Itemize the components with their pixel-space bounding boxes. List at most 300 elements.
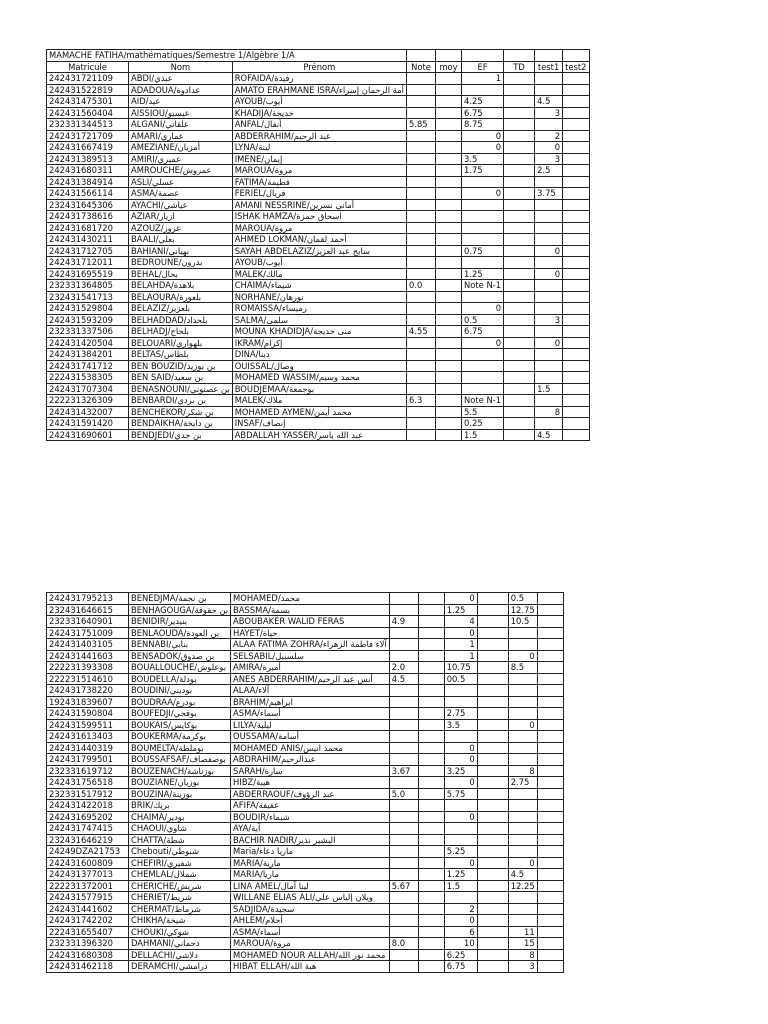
cell-moy <box>435 142 461 154</box>
cell-td <box>504 245 535 257</box>
table-row <box>47 961 564 973</box>
cell-nom: BENHAGOUGA/بن حقوقة <box>129 604 231 616</box>
cell-test2 <box>537 811 563 823</box>
cell-matricule: 222231326309 <box>47 395 129 407</box>
cell-matricule: 242431577915 <box>47 892 129 904</box>
cell-note: 5.85 <box>406 119 435 131</box>
cell-moy <box>418 869 444 881</box>
table-row <box>47 360 590 372</box>
cell-ef: Note N-1 <box>461 280 503 292</box>
cell-nom: BOUALLOUCHE/بوعلوش <box>129 662 231 674</box>
cell-ef: 1 <box>461 73 503 85</box>
cell-ef <box>461 360 503 372</box>
table-row <box>47 639 564 651</box>
cell-td <box>504 142 535 154</box>
cell-nom: CHEMLAL/شملال <box>129 869 231 881</box>
table-row <box>47 211 590 223</box>
cell-td <box>504 314 535 326</box>
cell-moy <box>418 650 444 662</box>
table-row <box>47 418 590 430</box>
cell-moy <box>418 616 444 628</box>
cell-nom: BOUZENACH/بوزناشة <box>129 765 231 777</box>
cell-prenom: LILYA/ليلية <box>231 719 390 731</box>
cell-test2 <box>563 268 589 280</box>
cell-ef: 0 <box>444 857 477 869</box>
header-note: Note <box>406 61 435 73</box>
cell-moy <box>435 199 461 211</box>
cell-moy <box>418 627 444 639</box>
cell-matricule: 242431384914 <box>47 176 129 188</box>
cell-td <box>477 593 508 605</box>
cell-nom: CHERIET/شريط <box>129 892 231 904</box>
cell-note <box>406 429 435 441</box>
cell-test2 <box>537 846 563 858</box>
cell-test1: 4.5 <box>535 429 563 441</box>
cell-prenom: IMENE/إيمان <box>232 153 406 165</box>
cell-note: 3.67 <box>389 765 418 777</box>
cell-matricule: 242431680311 <box>47 165 129 177</box>
cell-test2 <box>537 685 563 697</box>
table-row <box>47 291 590 303</box>
cell-ef: 1.25 <box>461 268 503 280</box>
cell-test2 <box>563 372 589 384</box>
cell-prenom: AYA/آية <box>231 823 390 835</box>
cell-td <box>477 685 508 697</box>
cell-prenom: ASMA/أسماء <box>231 708 390 720</box>
cell-test2 <box>563 349 589 361</box>
cell-test1 <box>535 326 563 338</box>
cell-test2 <box>563 291 589 303</box>
cell-td <box>477 788 508 800</box>
cell-td <box>477 696 508 708</box>
cell-test2 <box>563 326 589 338</box>
cell-nom: AMARI/عماري <box>129 130 233 142</box>
cell-td <box>477 742 508 754</box>
cell-note <box>389 754 418 766</box>
cell-matricule: 242431738220 <box>47 685 129 697</box>
cell-matricule: 232331396320 <box>47 938 129 950</box>
cell-matricule: 242431799501 <box>47 754 129 766</box>
cell-nom: BELAZIZ/بلعزيز <box>129 303 233 315</box>
cell-nom: DAHMANI/دحماني <box>129 938 231 950</box>
cell-td <box>477 754 508 766</box>
cell-nom: CHERMAT/شرماط <box>129 903 231 915</box>
cell-prenom: ANFAL/أنفال <box>232 119 406 131</box>
cell-moy <box>435 418 461 430</box>
cell-matricule: 242431590804 <box>47 708 129 720</box>
cell-test1 <box>508 788 537 800</box>
cell-ef: 0 <box>444 811 477 823</box>
cell-prenom: AYOUB/أيوب <box>232 257 406 269</box>
table-row <box>47 765 564 777</box>
cell-ef <box>444 731 477 743</box>
cell-prenom: MAROUA/مروة <box>232 222 406 234</box>
cell-test2 <box>537 650 563 662</box>
cell-matricule: 232331517912 <box>47 788 129 800</box>
cell-nom: BOUDRAA/بودرع <box>129 696 231 708</box>
cell-nom: ABDI/عبدي <box>129 73 233 85</box>
cell-prenom: SARAH/سارة <box>231 765 390 777</box>
cell-nom: BELOUARI/بلهواري <box>129 337 233 349</box>
cell-td <box>504 107 535 119</box>
cell-prenom: ALAA/آلاء <box>231 685 390 697</box>
cell-matricule: 242431522819 <box>47 84 129 96</box>
cell-test1 <box>508 834 537 846</box>
cell-ef <box>461 199 503 211</box>
cell-ef: 0 <box>461 188 503 200</box>
cell-ef: 6.75 <box>461 107 503 119</box>
cell-prenom: INSAF/إنصاف <box>232 418 406 430</box>
cell-prenom: SALMA/سلمى <box>232 314 406 326</box>
cell-prenom: ABOUBAKER WALID FERAS <box>231 616 390 628</box>
cell-prenom: MOHAMED NOUR ALLAH/محمد نور الله <box>231 949 390 961</box>
cell-test1 <box>508 800 537 812</box>
cell-prenom: AMANI NESSRINE/أماني نسرين <box>232 199 406 211</box>
cell-matricule: 232331364805 <box>47 280 129 292</box>
cell-test2 <box>563 165 589 177</box>
cell-matricule: 242431591420 <box>47 418 129 430</box>
cell-ef: 5.75 <box>444 788 477 800</box>
cell-prenom: AHMED LOKMAN/أحمد لقمان <box>232 234 406 246</box>
cell-test2 <box>537 961 563 973</box>
cell-note <box>389 708 418 720</box>
cell-ef: 0 <box>444 754 477 766</box>
cell-matricule: 242431690601 <box>47 429 129 441</box>
table-row <box>47 257 590 269</box>
cell-nom: BEDROUNE/بدرون <box>129 257 233 269</box>
cell-note: 6.3 <box>406 395 435 407</box>
header-test2: test2 <box>563 61 589 73</box>
cell-test2 <box>537 880 563 892</box>
table-row <box>47 777 564 789</box>
cell-td <box>477 616 508 628</box>
cell-test2 <box>537 834 563 846</box>
cell-test2 <box>563 176 589 188</box>
cell-nom: AYACHI/عياشي <box>129 199 233 211</box>
cell-td <box>504 257 535 269</box>
cell-prenom: NORHANE/نورهان <box>232 291 406 303</box>
cell-test1: 4.5 <box>508 869 537 881</box>
cell-moy <box>435 222 461 234</box>
table-row <box>47 372 590 384</box>
cell-test1: 11 <box>508 926 537 938</box>
cell-moy <box>418 938 444 950</box>
cell-test2 <box>537 903 563 915</box>
cell-ef <box>444 892 477 904</box>
cell-matricule: 232331640901 <box>47 616 129 628</box>
cell-note <box>389 857 418 869</box>
cell-note <box>406 176 435 188</box>
cell-moy <box>435 73 461 85</box>
table-row <box>47 303 590 315</box>
cell-nom: CHOUKI/شوكي <box>129 926 231 938</box>
cell-matricule: 242431441602 <box>47 903 129 915</box>
cell-ef <box>461 383 503 395</box>
cell-test2 <box>537 662 563 674</box>
cell-prenom: MAROUA/مروة <box>231 938 390 950</box>
cell-prenom: MOUNA KHADIDJA/منى خديجة <box>232 326 406 338</box>
cell-nom: AISSIOU/عيسيو <box>129 107 233 119</box>
table-row <box>47 915 564 927</box>
cell-moy <box>435 257 461 269</box>
header-test1: test1 <box>535 61 563 73</box>
cell-matricule: 242431420504 <box>47 337 129 349</box>
cell-matricule: 242431377013 <box>47 869 129 881</box>
cell-td <box>477 639 508 651</box>
table-row <box>47 708 564 720</box>
cell-moy <box>418 834 444 846</box>
cell-test1: 2 <box>535 130 563 142</box>
cell-td <box>477 777 508 789</box>
cell-nom: BOUSSAFSAF/بوصفصاف <box>129 754 231 766</box>
cell-test2 <box>563 211 589 223</box>
cell-nom: BOUKERMA/بوكرمة <box>129 731 231 743</box>
cell-ef <box>461 349 503 361</box>
cell-moy <box>435 326 461 338</box>
cell-moy <box>435 165 461 177</box>
cell-ef: 0 <box>444 627 477 639</box>
cell-note <box>389 903 418 915</box>
table-row <box>47 119 590 131</box>
cell-note <box>389 926 418 938</box>
cell-test1: 0 <box>535 268 563 280</box>
cell-matricule: 242431751009 <box>47 627 129 639</box>
cell-matricule: 232431646615 <box>47 604 129 616</box>
cell-ef <box>444 696 477 708</box>
cell-note <box>406 142 435 154</box>
cell-moy <box>418 731 444 743</box>
cell-td <box>504 303 535 315</box>
cell-td <box>504 429 535 441</box>
cell-note <box>406 245 435 257</box>
cell-test2 <box>537 754 563 766</box>
cell-prenom: CHAIMA/شيماء <box>232 280 406 292</box>
cell-prenom: MOHAMED/محمد <box>231 593 390 605</box>
cell-td <box>504 349 535 361</box>
cell-moy <box>435 176 461 188</box>
table-body-bottom <box>47 593 564 973</box>
table-row <box>47 73 590 85</box>
cell-test2 <box>537 823 563 835</box>
cell-test2 <box>563 130 589 142</box>
cell-note <box>406 314 435 326</box>
cell-nom: CHIKHA/شيخة <box>129 915 231 927</box>
cell-nom: BEHAL/بحال <box>129 268 233 280</box>
cell-prenom: OUISSAL/وصال <box>232 360 406 372</box>
cell-note <box>389 742 418 754</box>
cell-matricule: 242431403105 <box>47 639 129 651</box>
cell-prenom: SELSABIL/سلسبيل <box>231 650 390 662</box>
table-row <box>47 662 564 674</box>
cell-test1 <box>535 349 563 361</box>
cell-test2 <box>563 222 589 234</box>
cell-td <box>504 84 535 96</box>
cell-note <box>406 291 435 303</box>
cell-matricule: 192431839607 <box>47 696 129 708</box>
cell-prenom: ASMA/أسماء <box>231 926 390 938</box>
cell-prenom: ABDALLAH YASSER/عبد الله ياسر <box>232 429 406 441</box>
cell-note <box>389 915 418 927</box>
cell-td <box>477 627 508 639</box>
cell-note <box>389 811 418 823</box>
table-row <box>47 650 564 662</box>
cell-nom: BOUZINA/بوزينة <box>129 788 231 800</box>
table-row <box>47 107 590 119</box>
cell-td <box>477 903 508 915</box>
cell-ef: 0.5 <box>461 314 503 326</box>
cell-test1: 8 <box>508 765 537 777</box>
header-td: TD <box>504 61 535 73</box>
cell-matricule: 242431529804 <box>47 303 129 315</box>
table-row <box>47 892 564 904</box>
cell-test2 <box>563 257 589 269</box>
cell-nom: BOUZIANE/بوزيان <box>129 777 231 789</box>
cell-matricule: 242431707304 <box>47 383 129 395</box>
cell-test2 <box>537 857 563 869</box>
cell-test2 <box>537 915 563 927</box>
cell-nom: BOUDELLA/بودلة <box>129 673 231 685</box>
cell-td <box>477 961 508 973</box>
cell-ef: Note N-1 <box>461 395 503 407</box>
cell-td <box>504 153 535 165</box>
table-row <box>47 823 564 835</box>
cell-td <box>504 234 535 246</box>
cell-prenom: FATIMA/فطيمة <box>232 176 406 188</box>
cell-moy <box>435 234 461 246</box>
cell-test2 <box>537 627 563 639</box>
table-row <box>47 846 564 858</box>
cell-test2 <box>537 742 563 754</box>
cell-prenom: AFIFA/عفيفة <box>231 800 390 812</box>
cell-moy <box>418 696 444 708</box>
table-title-row <box>47 50 590 62</box>
cell-nom: CHATTA/شطة <box>129 834 231 846</box>
cell-test2 <box>563 84 589 96</box>
cell-ef: 0 <box>461 142 503 154</box>
cell-ef <box>461 234 503 246</box>
table-row <box>47 696 564 708</box>
cell-prenom: ABDRAHIM/عبدالرحيم <box>231 754 390 766</box>
cell-moy <box>435 337 461 349</box>
cell-test2 <box>537 616 563 628</box>
table-row <box>47 834 564 846</box>
cell-matricule: 242431384201 <box>47 349 129 361</box>
cell-prenom: MALEK/مالك <box>232 268 406 280</box>
cell-prenom: HIBAT ELLAH/هبة الله <box>231 961 390 973</box>
table-row <box>47 280 590 292</box>
table-row <box>47 314 590 326</box>
cell-prenom: ROFAIDA/رفيدة <box>232 73 406 85</box>
cell-moy <box>435 130 461 142</box>
cell-test1 <box>508 742 537 754</box>
cell-note <box>389 892 418 904</box>
table-row <box>47 349 590 361</box>
cell-ef: 0 <box>461 337 503 349</box>
table-row <box>47 949 564 961</box>
cell-test1 <box>535 280 563 292</box>
cell-note <box>406 360 435 372</box>
cell-test2 <box>537 926 563 938</box>
cell-test2 <box>563 234 589 246</box>
table-row <box>47 811 564 823</box>
cell-ef: 0.25 <box>461 418 503 430</box>
cell-nom: BENNABI/بنابي <box>129 639 231 651</box>
cell-note <box>389 650 418 662</box>
cell-test2 <box>537 673 563 685</box>
cell-moy <box>418 857 444 869</box>
cell-moy <box>435 84 461 96</box>
cell-prenom: MARIA/ماريا <box>231 869 390 881</box>
table-row <box>47 673 564 685</box>
cell-matricule: 242431430211 <box>47 234 129 246</box>
cell-note <box>406 130 435 142</box>
cell-note <box>389 834 418 846</box>
table-row <box>47 926 564 938</box>
cell-test1 <box>535 199 563 211</box>
cell-nom: CHAOUI/شاوي <box>129 823 231 835</box>
cell-moy <box>418 961 444 973</box>
cell-td <box>504 130 535 142</box>
cell-moy <box>435 349 461 361</box>
cell-moy <box>435 395 461 407</box>
cell-note: 2.0 <box>389 662 418 674</box>
table-row <box>47 880 564 892</box>
cell-td <box>504 383 535 395</box>
cell-test2 <box>563 303 589 315</box>
cell-test2 <box>563 96 589 108</box>
cell-test1: 12.25 <box>508 880 537 892</box>
cell-ef: 5.25 <box>444 846 477 858</box>
cell-nom: DELLACHI/دلاشي <box>129 949 231 961</box>
header-moy: moy <box>435 61 461 73</box>
cell-note <box>406 165 435 177</box>
cell-test2 <box>537 639 563 651</box>
cell-prenom: MOHAMED AYMEN/محمد أيمن <box>232 406 406 418</box>
cell-nom: BENASNOUNI/بن عصنوني <box>129 383 233 395</box>
cell-test2 <box>563 245 589 257</box>
cell-moy <box>435 429 461 441</box>
cell-test1: 3 <box>535 314 563 326</box>
cell-prenom: MOHAMED WASSIM/محمد وسيم <box>232 372 406 384</box>
cell-note: 5.67 <box>389 880 418 892</box>
cell-note <box>406 268 435 280</box>
cell-ef <box>461 211 503 223</box>
cell-ef: 2 <box>444 903 477 915</box>
cell-note: 4.55 <box>406 326 435 338</box>
cell-note <box>389 869 418 881</box>
cell-moy <box>435 280 461 292</box>
cell-matricule: 242431756518 <box>47 777 129 789</box>
cell-moy <box>418 604 444 616</box>
cell-note <box>406 73 435 85</box>
cell-prenom: AMATO ERAHMANE ISRA/أمة الرحمان إسراء <box>232 84 406 96</box>
cell-test2 <box>537 777 563 789</box>
cell-moy <box>435 372 461 384</box>
cell-ef: 0 <box>444 742 477 754</box>
cell-ef: 3.5 <box>461 153 503 165</box>
cell-test1 <box>535 73 563 85</box>
cell-test1: 1.5 <box>535 383 563 395</box>
cell-nom: CHEFIRI/شفيري <box>129 857 231 869</box>
cell-td <box>504 291 535 303</box>
cell-td <box>477 834 508 846</box>
cell-test2 <box>537 593 563 605</box>
cell-test2 <box>563 418 589 430</box>
cell-nom: BOUDINI/بوديني <box>129 685 231 697</box>
cell-matricule: 222231393308 <box>47 662 129 674</box>
cell-moy <box>418 754 444 766</box>
header-matricule: Matricule <box>47 61 129 73</box>
